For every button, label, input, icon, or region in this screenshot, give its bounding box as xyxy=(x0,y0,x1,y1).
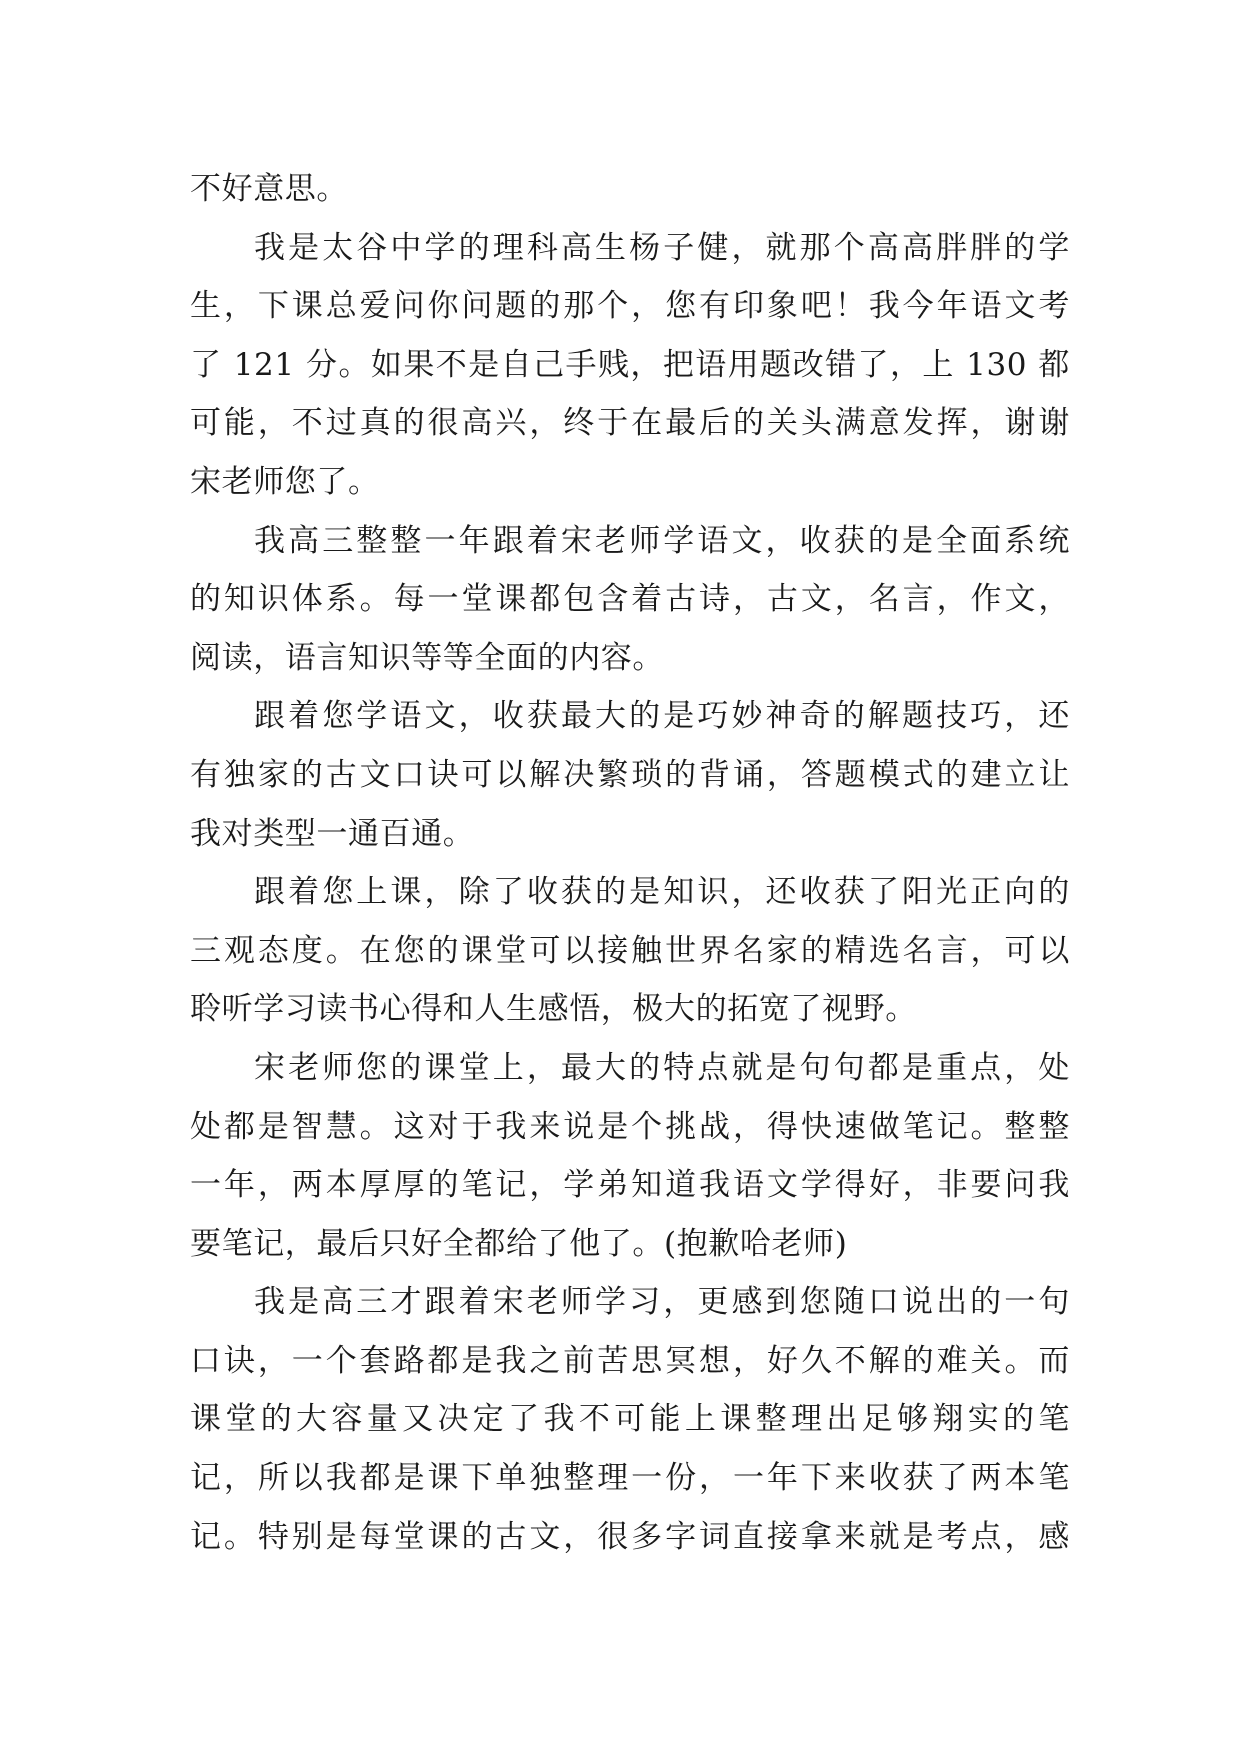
text-line: 宋老师您了。 xyxy=(190,463,380,500)
text-line: 了 121 分。如果不是自己手贱，把语用题改错了，上 130 都 xyxy=(190,346,1070,383)
text-line: 课堂的大容量又决定了我不可能上课整理出足够翔实的笔 xyxy=(190,1401,1070,1438)
text-line: 宋老师您的课堂上，最大的特点就是句句都是重点，处 xyxy=(254,1049,1070,1086)
text-line: 一年，两本厚厚的笔记，学弟知道我语文学得好，非要问我 xyxy=(190,1167,1070,1204)
text-line: 我是太谷中学的理科高生杨子健，就那个高高胖胖的学 xyxy=(254,229,1070,266)
text-line: 处都是智慧。这对于我来说是个挑战，得快速做笔记。整整 xyxy=(190,1108,1070,1145)
text-line: 聆听学习读书心得和人生感悟，极大的拓宽了视野。 xyxy=(190,991,917,1028)
text-line: 阅读，语言知识等等全面的内容。 xyxy=(190,639,664,676)
text-line: 有独家的古文口诀可以解决繁琐的背诵，答题模式的建立让 xyxy=(190,756,1070,793)
paragraph xyxy=(190,512,1070,688)
text-line: 记，所以我都是课下单独整理一份，一年下来收获了两本笔 xyxy=(190,1460,1070,1497)
text-line: 要笔记，最后只好全都给了他了。(抱歉哈老师) xyxy=(190,1225,848,1262)
text-line: 记。特别是每堂课的古文，很多字词直接拿来就是考点，感 xyxy=(190,1518,1070,1555)
text-line: 我是高三才跟着宋老师学习，更感到您随口说出的一句 xyxy=(254,1284,1070,1321)
text-line: 口诀，一个套路都是我之前苦思冥想，好久不解的难关。而 xyxy=(190,1342,1070,1379)
text-line: 三观态度。在您的课堂可以接触世界名家的精选名言，可以 xyxy=(190,932,1070,969)
text-line: 我高三整整一年跟着宋老师学语文，收获的是全面系统 xyxy=(254,522,1070,559)
text-line: 生，下课总爱问你问题的那个，您有印象吧！我今年语文考 xyxy=(190,288,1070,325)
text-line: 我对类型一通百通。 xyxy=(190,815,475,852)
text-line: 跟着您学语文，收获最大的是巧妙神奇的解题技巧，还 xyxy=(254,698,1070,735)
paragraph xyxy=(190,1273,1070,1566)
paragraph xyxy=(190,863,1070,1039)
paragraph xyxy=(190,160,1070,219)
text-line: 跟着您上课，除了收获的是知识，还收获了阳光正向的 xyxy=(254,874,1070,911)
body-text xyxy=(190,160,1070,1566)
text-line: 不好意思。 xyxy=(190,171,348,207)
paragraph xyxy=(190,687,1070,863)
text-line: 的知识体系。每一堂课都包含着古诗，古文，名言，作文， xyxy=(190,581,1070,618)
paragraph xyxy=(190,1039,1070,1273)
text-line: 可能，不过真的很高兴，终于在最后的关头满意发挥，谢谢 xyxy=(190,405,1070,442)
paragraph xyxy=(190,219,1070,512)
